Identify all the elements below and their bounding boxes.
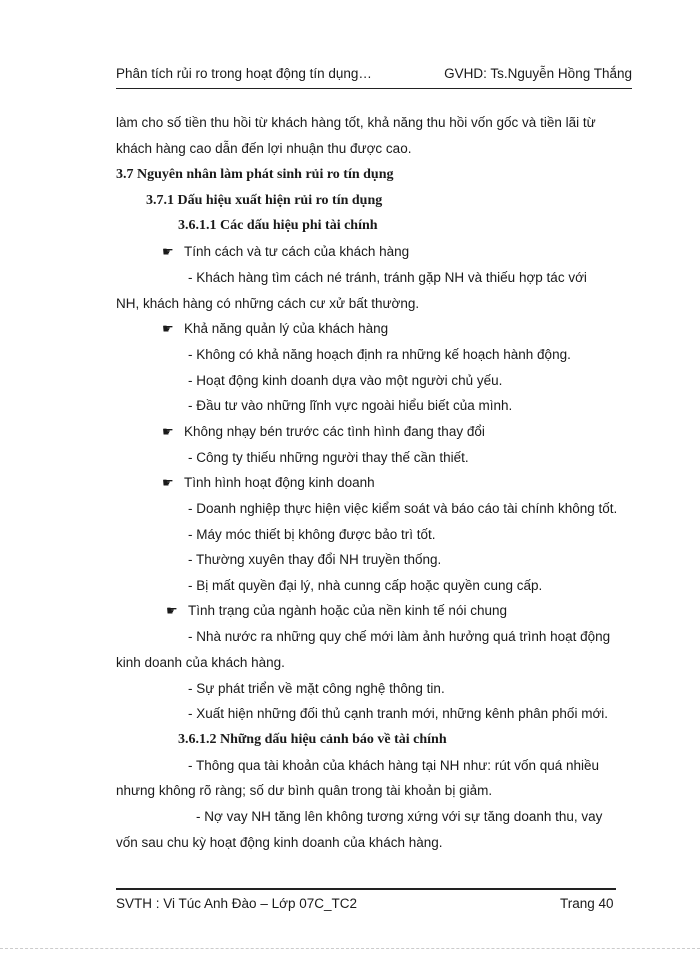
bullet-text: Tính cách và tư cách của khách hàng bbox=[184, 244, 410, 259]
bullet-text: Tình hình hoạt động kinh doanh bbox=[184, 475, 375, 490]
paragraph-line: - Thông qua tài khoản của khách hàng tại NH như: rút vốn quá nhiều bbox=[188, 758, 600, 773]
paragraph-line: - Khách hàng tìm cách né tránh, tránh gặp NH và thiếu hợp tác với bbox=[188, 270, 587, 285]
bullet-item bbox=[162, 423, 485, 441]
subsubsection-heading: 3.6.1.1 Các dấu hiệu phi tài chính bbox=[178, 218, 378, 233]
footer-page-number: Trang 40 bbox=[560, 896, 614, 911]
paragraph-line: - Đầu tư vào những lĩnh vực ngoài hiểu biết của mình. bbox=[188, 398, 513, 413]
footer-author: SVTH : Vi Túc Anh Đào – Lớp 07C_TC2 bbox=[116, 896, 357, 911]
paragraph-line: - Thường xuyên thay đổi NH truyền thống. bbox=[188, 552, 442, 567]
paragraph-line: - Bị mất quyền đại lý, nhà cunng cấp hoặc quyền cung cấp. bbox=[188, 578, 543, 593]
paragraph-line: làm cho số tiền thu hồi từ khách hàng tốt, khả năng thu hồi vốn gốc và tiền lãi từ bbox=[116, 115, 596, 130]
pointing-hand-icon: ☛ bbox=[162, 475, 174, 490]
header-advisor: GVHD: Ts.Nguyễn Hồng Thắng bbox=[444, 66, 632, 81]
page-edge-divider bbox=[0, 948, 700, 949]
paragraph-line: - Xuất hiện những đối thủ cạnh tranh mới, những kênh phân phối mới. bbox=[188, 706, 609, 721]
footer-divider bbox=[116, 888, 616, 890]
bullet-item bbox=[162, 320, 388, 338]
paragraph-line: - Sự phát triển về mặt công nghệ thông tin. bbox=[188, 681, 445, 696]
paragraph-line: vốn sau chu kỳ hoạt động kinh doanh của khách hàng. bbox=[116, 835, 443, 850]
paragraph-line: - Công ty thiếu những người thay thế cần thiết. bbox=[188, 450, 469, 465]
subsection-heading: 3.7.1 Dấu hiệu xuất hiện rủi ro tín dụng bbox=[146, 193, 383, 208]
bullet-item bbox=[166, 602, 507, 620]
paragraph-line: kinh doanh của khách hàng. bbox=[116, 655, 285, 670]
pointing-hand-icon: ☛ bbox=[166, 603, 178, 618]
pointing-hand-icon: ☛ bbox=[162, 244, 174, 259]
paragraph-line: - Doanh nghiệp thực hiện việc kiểm soát và báo cáo tài chính không tốt. bbox=[188, 501, 618, 516]
pointing-hand-icon: ☛ bbox=[162, 424, 174, 439]
paragraph-line: - Hoạt động kinh doanh dựa vào một người chủ yếu. bbox=[188, 373, 503, 388]
paragraph-line: - Không có khả năng hoạch định ra những kế hoạch hành động. bbox=[188, 347, 571, 362]
subsubsection-heading: 3.6.1.2 Những dấu hiệu cảnh báo về tài chính bbox=[178, 732, 447, 747]
bullet-text: Không nhạy bén trước các tình hình đang thay đổi bbox=[184, 424, 485, 439]
paragraph-line: - Nhà nước ra những quy chế mới làm ảnh hưởng quá trình hoạt động bbox=[188, 629, 611, 644]
page-header bbox=[116, 64, 632, 89]
paragraph-line: nhưng không rõ ràng; số dư bình quân trong tài khoản bị giảm. bbox=[116, 783, 493, 798]
bullet-text: Tình trạng của ngành hoặc của nền kinh tế nói chung bbox=[188, 603, 507, 618]
pointing-hand-icon: ☛ bbox=[162, 321, 174, 336]
paragraph-line: - Nợ vay NH tăng lên không tương xứng với sự tăng doanh thu, vay bbox=[196, 809, 603, 824]
section-heading: 3.7 Nguyên nhân làm phát sinh rủi ro tín dụng bbox=[116, 167, 394, 182]
paragraph-line: - Máy móc thiết bị không được bảo trì tốt. bbox=[188, 527, 436, 542]
paragraph-line: khách hàng cao dẫn đến lợi nhuận thu được cao. bbox=[116, 141, 412, 156]
bullet-item bbox=[162, 243, 409, 261]
paragraph-line: NH, khách hàng có những cách cư xử bất thường. bbox=[116, 296, 420, 311]
bullet-item bbox=[162, 474, 375, 492]
bullet-text: Khả năng quản lý của khách hàng bbox=[184, 321, 389, 336]
header-title: Phân tích rủi ro trong hoạt động tín dụng… bbox=[116, 66, 372, 81]
